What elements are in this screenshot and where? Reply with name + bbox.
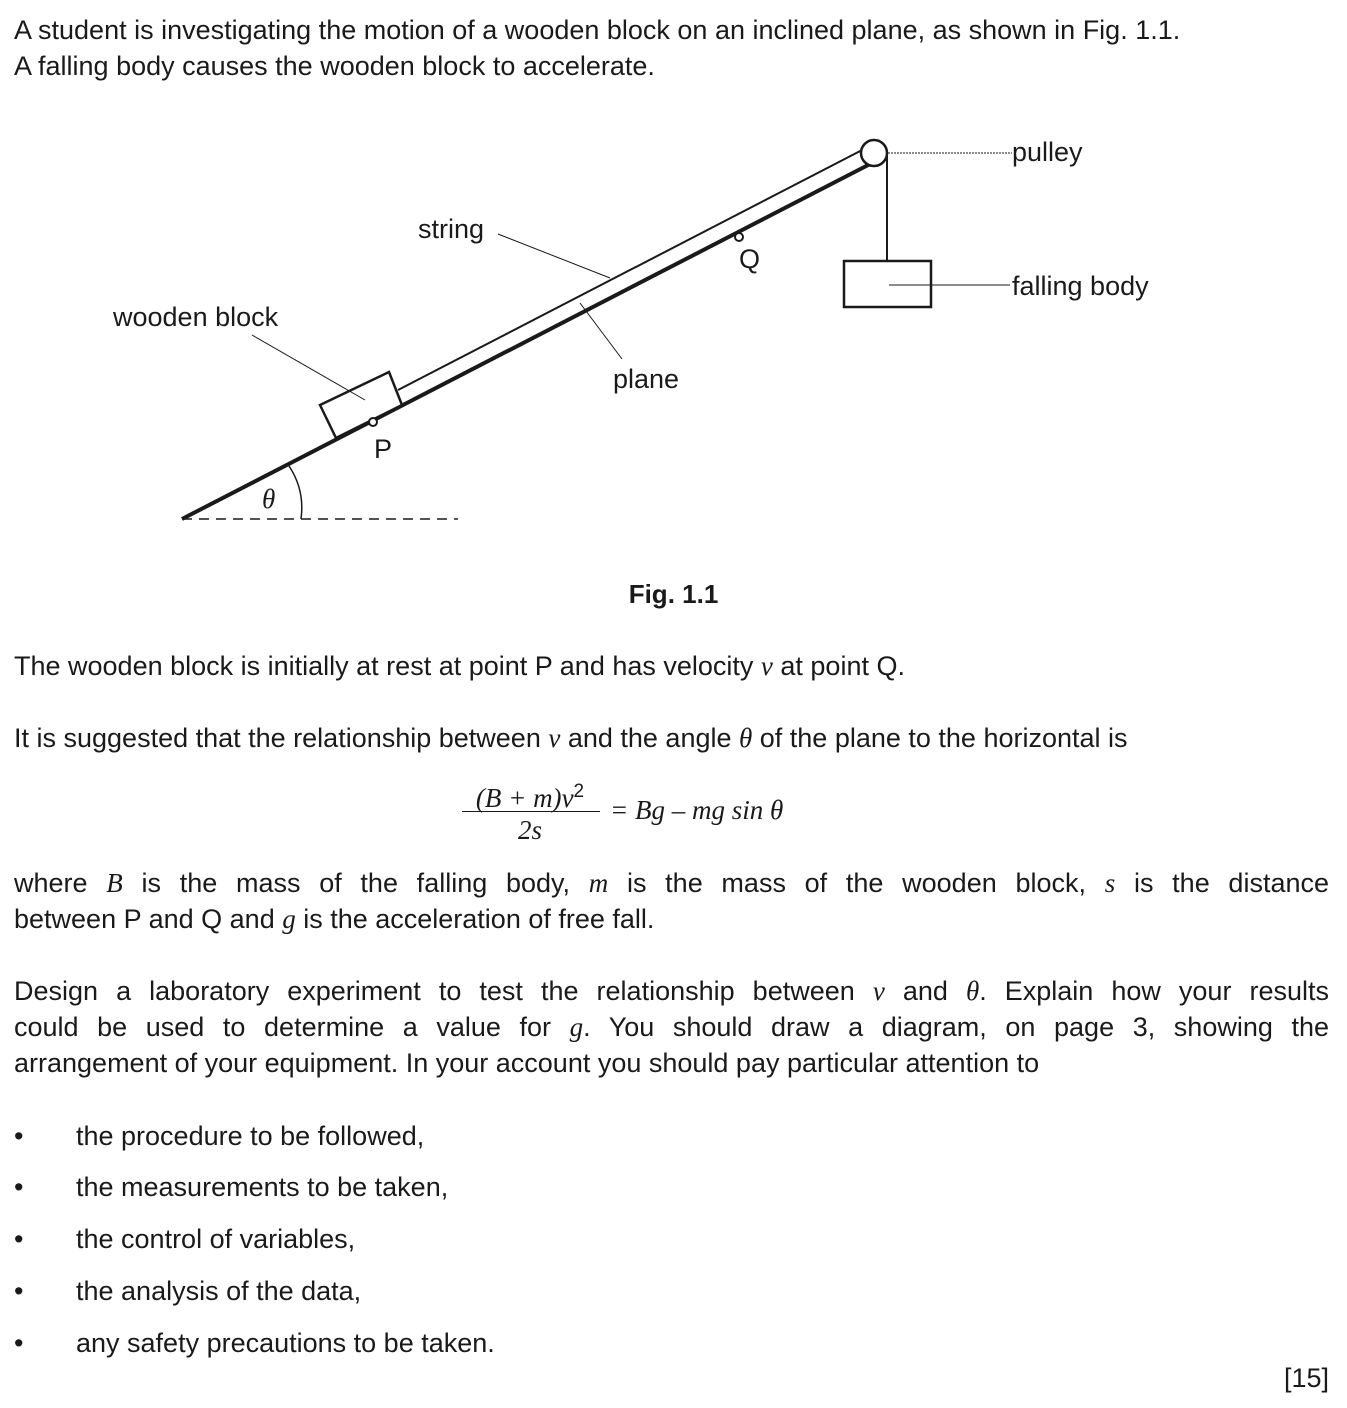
symbol-v: v <box>760 651 773 681</box>
design-part-a: Design a laboratory experiment to test the relationship between <box>14 976 873 1006</box>
falling-body-label: falling body <box>1012 271 1149 301</box>
wooden-block-label-line <box>252 335 365 400</box>
design-line-1 <box>14 973 1329 1009</box>
bullet-icon: • <box>14 1328 24 1358</box>
bullet-icon: • <box>14 1224 24 1254</box>
point-q-label: Q <box>739 244 761 274</box>
design-part-e: . You should draw a diagram, on page 3, showing the <box>583 1012 1329 1042</box>
pulley-label: pulley <box>1012 137 1083 167</box>
where-text <box>14 865 1329 937</box>
angle-label: θ <box>262 484 276 514</box>
intro-text <box>14 12 1329 84</box>
intro-line-1: A student is investigating the motion of a wooden block on an inclined plane, as shown in Fig. 1.1. <box>14 15 1181 45</box>
point-p-label: P <box>374 434 393 464</box>
where-part-a: where <box>14 868 107 898</box>
symbol-g: g <box>282 904 296 934</box>
equation-denominator <box>460 814 600 846</box>
symbol-theta: θ <box>965 976 980 1006</box>
symbol-v: v <box>548 723 561 753</box>
equation-numerator <box>460 776 600 814</box>
statement-part-1: The wooden block is initially at rest at point P and has velocity <box>14 651 761 681</box>
symbol-m: m <box>588 868 609 898</box>
denominator-text: 2s <box>517 815 542 845</box>
bullet-icon: • <box>14 1172 24 1202</box>
point-p-marker <box>369 418 377 426</box>
wooden-block-label: wooden block <box>113 302 279 332</box>
where-part-e: between P and Q and <box>14 904 283 934</box>
bullet-text: the control of variables, <box>76 1224 356 1254</box>
where-line-1 <box>14 865 1329 901</box>
marks-total: [15] <box>1283 1363 1329 1393</box>
falling-body-box <box>844 261 931 307</box>
statement-text <box>14 648 1329 684</box>
design-line-3: arrangement of your equipment. In your account you should pay particular attention to <box>14 1048 1040 1078</box>
figure-caption: Fig. 1.1 <box>628 579 719 609</box>
where-part-f: is the acceleration of free fall. <box>295 904 655 934</box>
bullet-text: the measurements to be taken, <box>76 1172 449 1202</box>
numerator-mass-sum: (B + m) <box>475 783 562 813</box>
bullet-item <box>14 1169 448 1205</box>
symbol-s: s <box>1104 868 1116 898</box>
bullet-text: the analysis of the data, <box>76 1276 362 1306</box>
suggestion-text <box>14 720 1329 756</box>
bullet-icon: • <box>14 1121 24 1151</box>
string-label-line <box>498 234 610 278</box>
statement-part-2: at point Q. <box>772 651 905 681</box>
design-part-d: could be used to determine a value for <box>14 1012 570 1042</box>
where-part-b: is the mass of the falling body, <box>122 868 589 898</box>
angle-arc <box>289 466 302 519</box>
rhs-text: = Bg – mg sin θ <box>610 795 784 825</box>
bullet-item <box>14 1221 355 1257</box>
suggestion-part-2: and the angle <box>560 723 739 753</box>
where-line-2 <box>14 901 1329 937</box>
bullet-item <box>14 1118 424 1154</box>
symbol-b: B <box>106 868 123 898</box>
string-line <box>398 148 866 390</box>
symbol-g: g <box>569 1012 584 1042</box>
suggestion-part-1: It is suggested that the relationship between <box>14 723 549 753</box>
suggestion-part-3: of the plane to the horizontal is <box>752 723 1128 753</box>
design-text <box>14 973 1329 1081</box>
bullet-text: the procedure to be followed, <box>76 1121 425 1151</box>
numerator-exponent: 2 <box>573 781 585 802</box>
point-q-marker <box>735 233 743 241</box>
where-part-d: is the distance <box>1115 868 1329 898</box>
plane-label: plane <box>613 364 680 394</box>
design-line-2 <box>14 1009 1329 1045</box>
string-label: string <box>418 214 485 244</box>
numerator-velocity: v <box>561 783 574 813</box>
bullet-item <box>14 1325 495 1361</box>
bullet-text: any safety precautions to be taken. <box>76 1328 495 1358</box>
equation-rhs <box>610 794 783 826</box>
design-part-b: and <box>884 976 966 1006</box>
where-part-c: is the mass of the wooden block, <box>608 868 1105 898</box>
intro-line-2: A falling body causes the wooden block to accelerate. <box>14 51 655 81</box>
bullet-icon: • <box>14 1276 24 1306</box>
pulley-wheel <box>861 140 887 166</box>
fraction-bar <box>462 811 600 812</box>
symbol-theta: θ <box>739 723 753 753</box>
plane-label-line <box>580 303 622 359</box>
design-part-c: . Explain how your results <box>979 976 1330 1006</box>
plane-surface <box>182 162 874 519</box>
symbol-v: v <box>872 976 885 1006</box>
inclined-plane-figure <box>0 120 1347 540</box>
bullet-item <box>14 1273 361 1309</box>
